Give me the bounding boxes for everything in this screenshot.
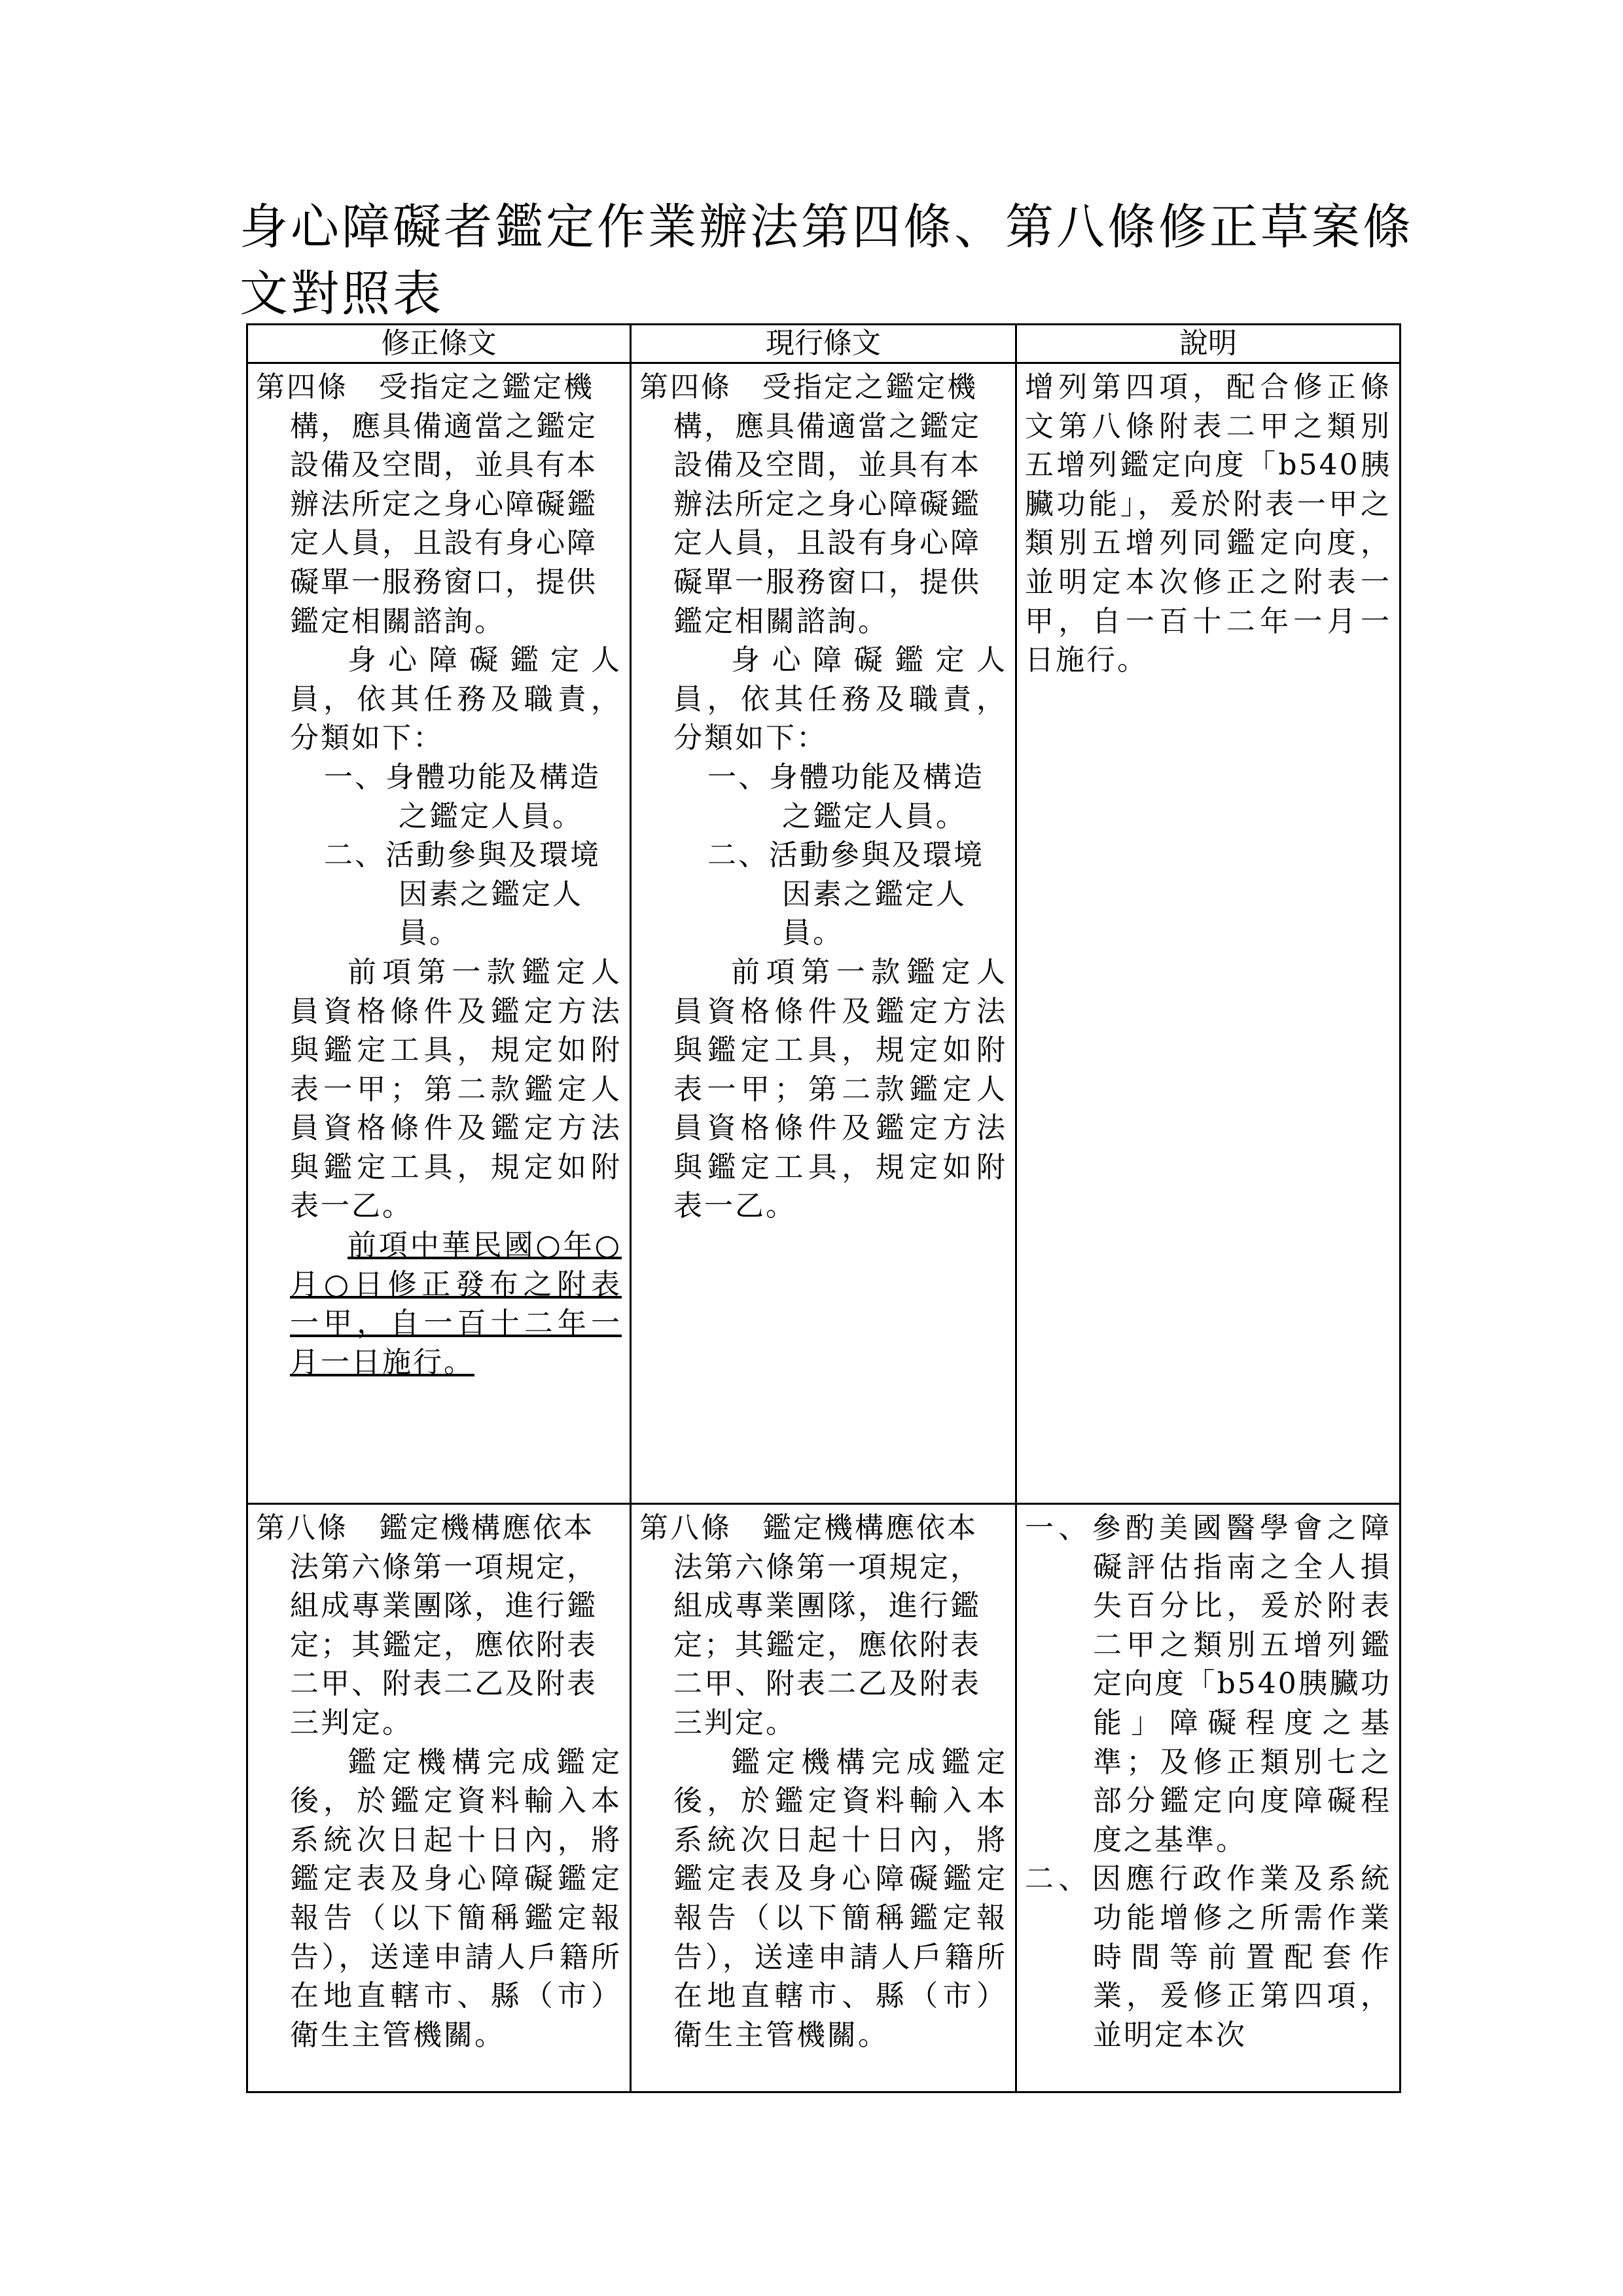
article-4-amended-para1: 第四條 受指定之鑑定機構，應具備適當之鑑定設備及空間，並具有本辦法所定之身心障礙鑑定人員，且設有身心障礙單一服務窗口，提供鑑定相關諮詢。 bbox=[256, 370, 597, 638]
article-4-amended-para2: 身心障礙鑑定人員，依其任務及職責，分類如下： bbox=[290, 643, 622, 755]
table-row-article-4 bbox=[247, 363, 1400, 1504]
cell-explanation-article-4 bbox=[1016, 363, 1400, 1504]
article-4-current-para3: 前項第一款鑑定人員資格條件及鑑定方法與鑑定工具，規定如附表一甲；第二款鑑定人員資格條件及鑑定方法與鑑定工具，規定如附表一乙。 bbox=[673, 955, 1007, 1223]
header-explanation: 說明 bbox=[1016, 325, 1400, 363]
cell-current-article-8 bbox=[631, 1504, 1016, 2092]
header-current: 現行條文 bbox=[631, 325, 1016, 363]
article-8-amended-para1: 第八條 鑑定機構應依本法第六條第一項規定，組成專業團隊，進行鑑定；其鑑定，應依附表二甲、附表二乙及附表三判定。 bbox=[256, 1511, 597, 1740]
table-row-article-8 bbox=[247, 1504, 1400, 2092]
cell-current-article-4 bbox=[631, 363, 1016, 1504]
cell-amended-article-8 bbox=[247, 1504, 631, 2092]
article-4-explanation: 增列第四項，配合修正條文第八條附表二甲之類別五增列鑑定向度「b540胰臟功能」，爰於附表一甲之類別五增列同鑑定向度，並明定本次修正之附表一甲，自一百十二年一月一日施行。 bbox=[1025, 370, 1391, 677]
comparison-table bbox=[246, 323, 1401, 2093]
cell-explanation-article-8 bbox=[1016, 1504, 1400, 2092]
article-4-current-item2: 二、活動參與及環境因素之鑑定人員。 bbox=[707, 838, 984, 950]
article-8-explanation-item2: 二、因應行政作業及系統功能增修之所需作業時間等前置配套作業，爰修正第四項，並明定本次 bbox=[1025, 1862, 1391, 2052]
article-4-current-item1: 一、身體功能及構造之鑑定人員。 bbox=[707, 760, 984, 833]
cell-amended-article-4 bbox=[247, 363, 631, 1504]
article-4-amended-item2: 二、活動參與及環境因素之鑑定人員。 bbox=[324, 838, 601, 950]
article-4-amended-para3: 前項第一款鑑定人員資格條件及鑑定方法與鑑定工具，規定如附表一甲；第二款鑑定人員資格條件及鑑定方法與鑑定工具，規定如附表一乙。 bbox=[290, 955, 622, 1223]
article-4-amended-para4-new: 前項中華民國○年○月○日修正發布之附表一甲，自一百十二年一月一日施行。 bbox=[290, 1229, 622, 1379]
document-title: 身心障礙者鑑定作業辦法第四條、第八條修正草案條文對照表 bbox=[240, 199, 1414, 322]
article-8-amended-para2: 鑑定機構完成鑑定後，於鑑定資料輸入本系統次日起十日內，將鑑定表及身心障礙鑑定報告（以下簡稱鑑定報告），送達申請人戶籍所在地直轄市、縣（市）衛生主管機關。 bbox=[290, 1745, 622, 2052]
article-4-current-para2: 身心障礙鑑定人員，依其任務及職責，分類如下： bbox=[673, 643, 1007, 755]
header-amended: 修正條文 bbox=[247, 325, 631, 363]
article-8-current-para1: 第八條 鑑定機構應依本法第六條第一項規定，組成專業團隊，進行鑑定；其鑑定，應依附表二甲、附表二乙及附表三判定。 bbox=[639, 1511, 981, 1740]
article-8-current-para2: 鑑定機構完成鑑定後，於鑑定資料輸入本系統次日起十日內，將鑑定表及身心障礙鑑定報告（以下簡稱鑑定報告），送達申請人戶籍所在地直轄市、縣（市）衛生主管機關。 bbox=[673, 1745, 1007, 2052]
article-4-amended-item1: 一、身體功能及構造之鑑定人員。 bbox=[324, 760, 601, 833]
article-4-current-para1: 第四條 受指定之鑑定機構，應具備適當之鑑定設備及空間，並具有本辦法所定之身心障礙鑑定人員，且設有身心障礙單一服務窗口，提供鑑定相關諮詢。 bbox=[639, 370, 981, 638]
table-header-row bbox=[247, 325, 1400, 363]
article-8-explanation-item1: 一、參酌美國醫學會之障礙評估指南之全人損失百分比，爰於附表二甲之類別五增列鑑定向度「b540胰臟功能」障礙程度之基準；及修正類別七之部分鑑定向度障礙程度之基準。 bbox=[1025, 1511, 1391, 1857]
